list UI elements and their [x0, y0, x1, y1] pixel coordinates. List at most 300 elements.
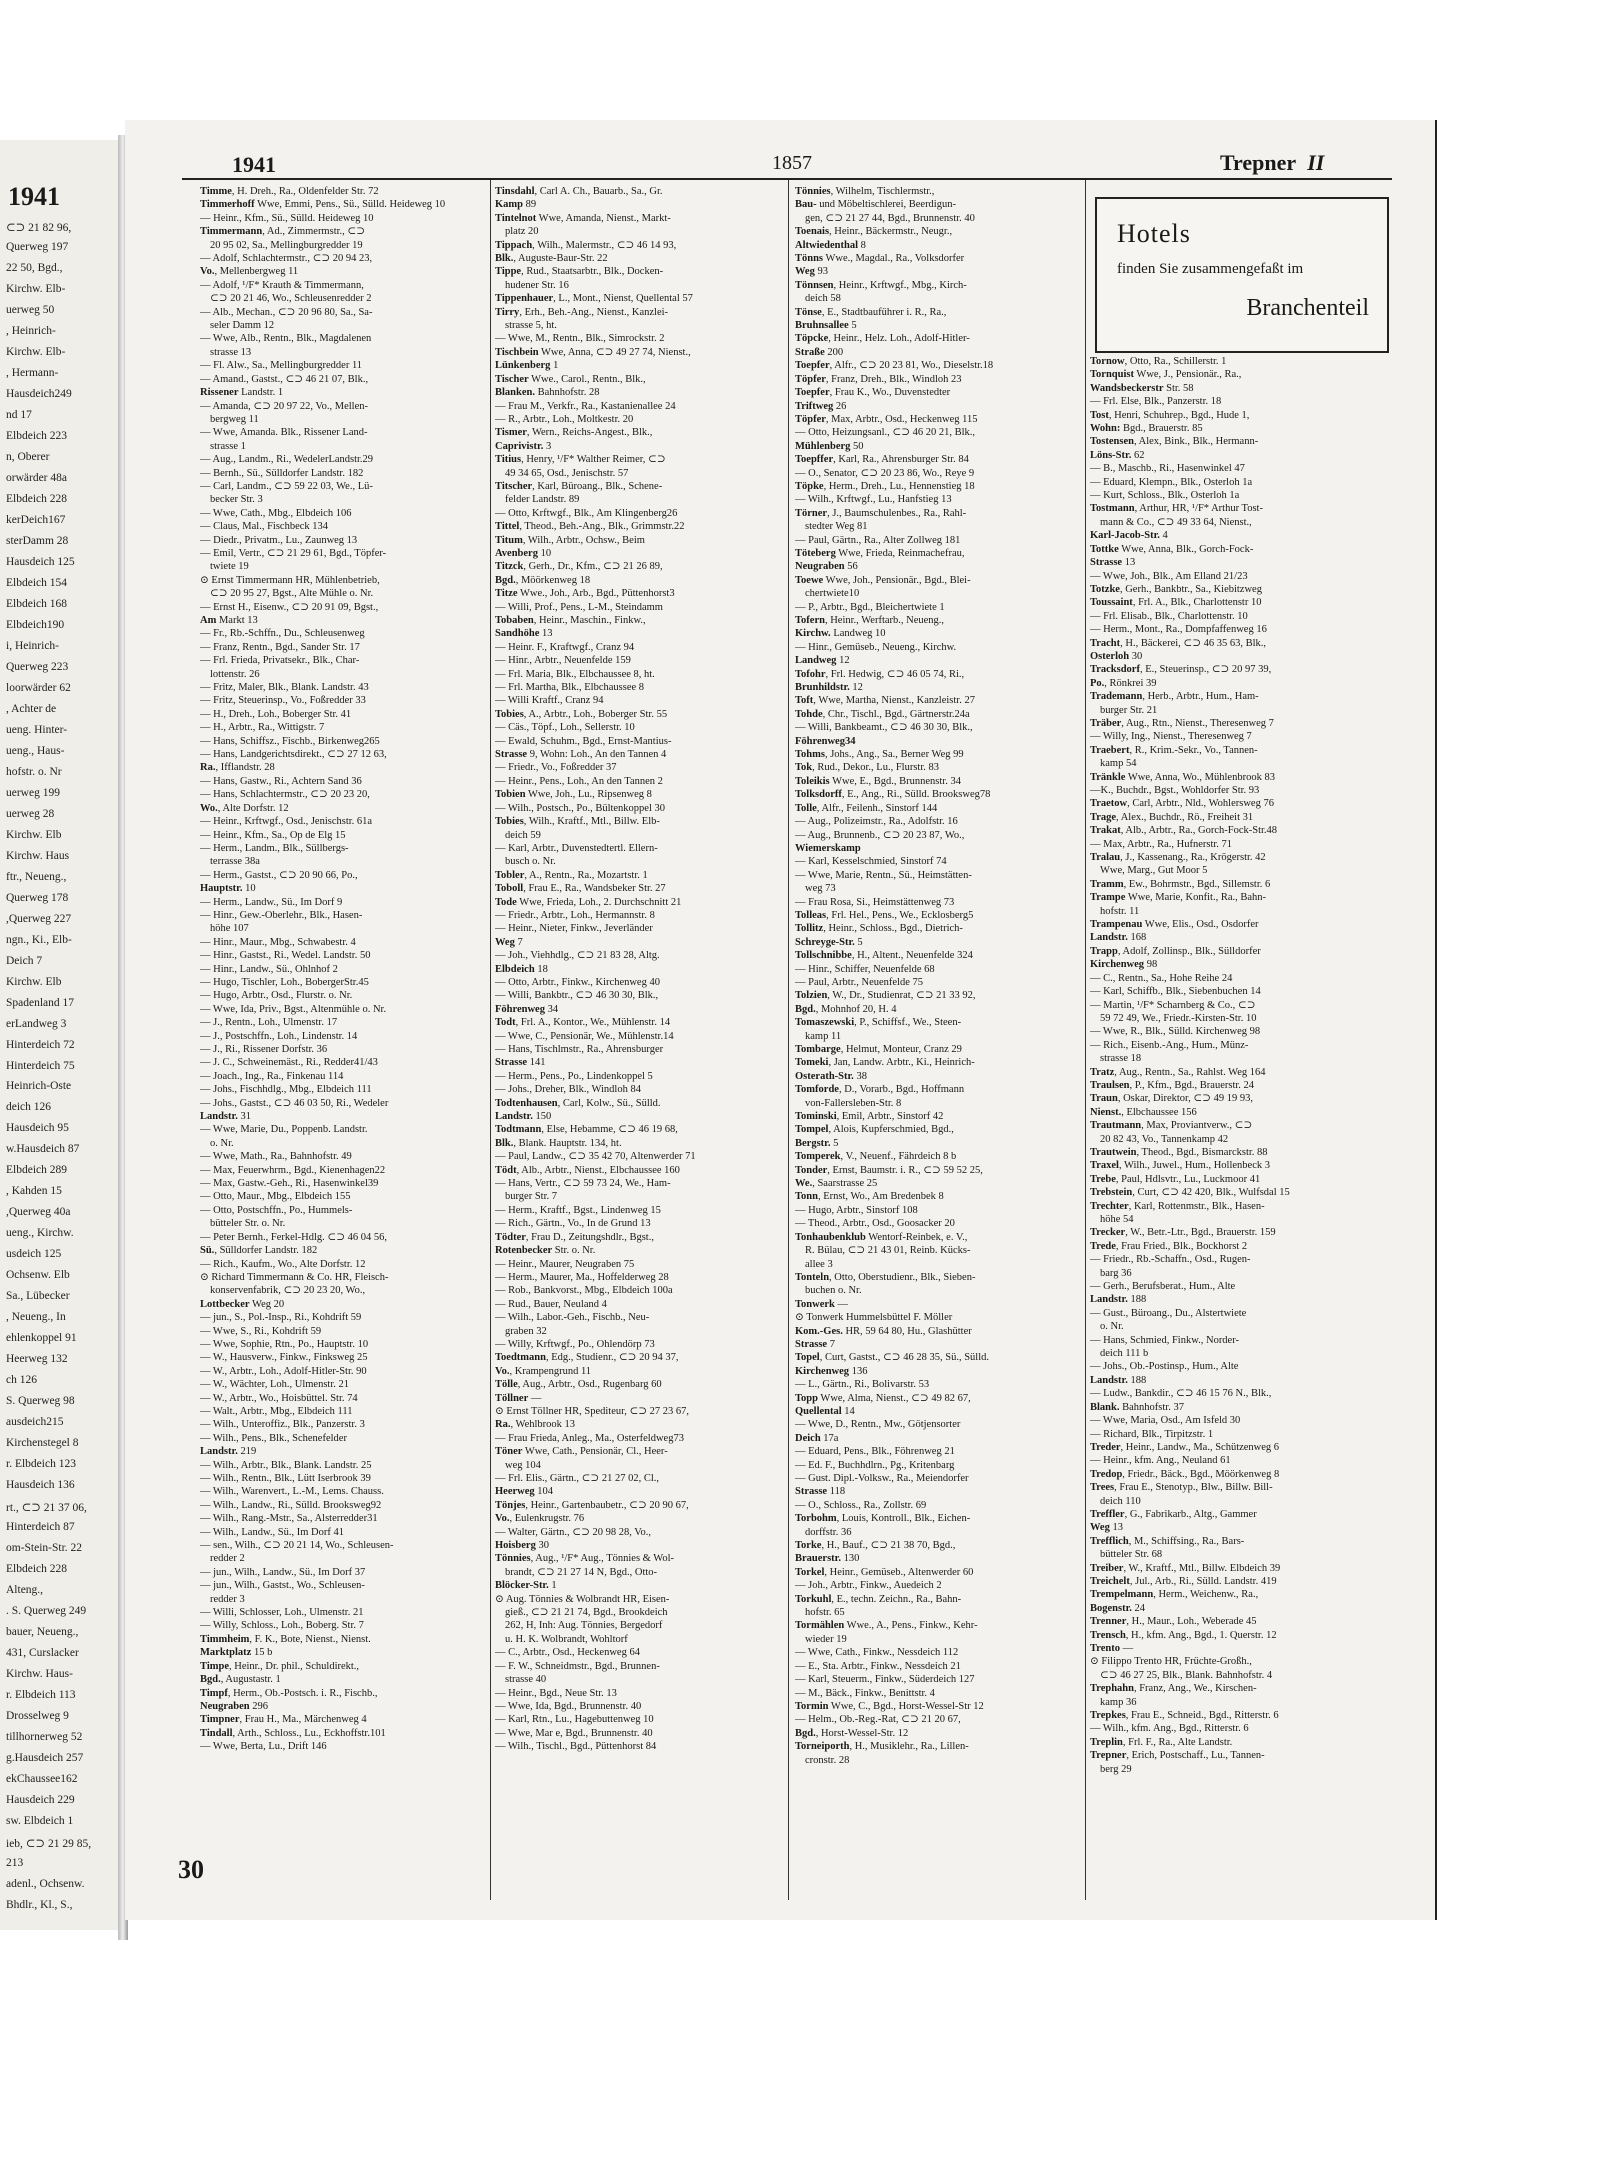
directory-entry: — Hans, Schiffsz., Fischb., Birkenweg265	[200, 735, 380, 747]
directory-entry: We., Saarstrasse 25	[795, 1178, 878, 1190]
directory-entry: Timpf, Herm., Ob.-Postsch. i. R., Fischb.,	[200, 1687, 378, 1699]
column-4-list	[1090, 355, 1390, 1776]
facing-page-line: Kirchw. Elb	[6, 828, 62, 841]
facing-page-line: w.Hausdeich 87	[6, 1143, 80, 1156]
directory-entry: — Wwe, Ida, Priv., Bgst., Altenmühle o. Nr.	[200, 1003, 387, 1015]
directory-entry: Brauerstr. 130	[795, 1553, 860, 1565]
facing-page-line: ⊂⊃ 21 82 96,	[6, 222, 72, 234]
directory-entry: — Johs., Ob.-Postinsp., Hum., Alte	[1090, 1361, 1239, 1373]
directory-entry: — Wwe, Alb., Rentn., Blk., Magdalenen	[200, 333, 372, 345]
facing-page-line: Heinrich-Oste	[6, 1080, 72, 1093]
directory-entry: — Wilh., Pens., Blk., Schenefelder	[200, 1432, 347, 1444]
directory-entry: — Willi, Schlosser, Loh., Ulmenstr. 21	[200, 1607, 364, 1619]
directory-entry: — sen., Wilh., ⊂⊃ 20 21 14, Wo., Schleusen-	[200, 1540, 394, 1552]
directory-entry: Töpfer, Max, Arbtr., Osd., Heckenweg 115	[795, 413, 978, 425]
directory-entry: Tippach, Wilh., Malermstr., ⊂⊃ 46 14 93,	[495, 239, 677, 251]
directory-entry: Am Markt 13	[200, 615, 258, 626]
directory-entry: Treffler, G., Fabrikarb., Altg., Gammer	[1090, 1508, 1257, 1520]
directory-entry: höhe 54	[1100, 1214, 1134, 1225]
directory-entry: Traebert, R., Krim.-Sekr., Vo., Tannen-	[1090, 744, 1258, 756]
directory-entry: — Herm., Gastst., ⊂⊃ 20 90 66, Po.,	[200, 869, 358, 881]
directory-entry: — O., Senator, ⊂⊃ 20 23 86, Wo., Reye 9	[795, 467, 975, 479]
facing-page-line: orwärder 48a	[6, 471, 67, 484]
directory-entry: — Wilh., Krftwgf., Lu., Hanfstieg 13	[795, 494, 952, 506]
directory-entry: Tohde, Chr., Tischl., Bgd., Gärtnerstr.24a	[795, 708, 970, 720]
directory-entry: — Adolf, Schlachtermstr., ⊂⊃ 20 94 23,	[200, 253, 373, 265]
facing-page-line: Bhdlr., Kl., S.,	[6, 1899, 73, 1911]
directory-entry: — Friedr., Rb.-Schaffn., Osd., Rugen-	[1090, 1254, 1251, 1266]
column-divider	[1085, 180, 1086, 1900]
directory-entry: deich 111 b	[1100, 1348, 1149, 1360]
directory-entry: — H., Arbtr., Ra., Wittigstr. 7	[200, 722, 325, 734]
directory-entry: — Ed. F., Buchhdlrn., Pg., Kritenbarg	[795, 1459, 955, 1471]
directory-entry: ⊙ Ernst Töllner HR, Spediteur, ⊂⊃ 27 23 67,	[495, 1405, 690, 1417]
facing-page-line: 213	[6, 1857, 24, 1870]
directory-entry: Toenais, Heinr., Bäckermstr., Neugr.,	[795, 226, 953, 238]
directory-entry: — Karl, Kesselschmied, Sinstorf 74	[795, 856, 947, 868]
directory-entry: — Johs., Fischhdlg., Mbg., Elbdeich 111	[200, 1084, 372, 1096]
directory-entry: Bruhnsallee 5	[795, 320, 857, 332]
directory-entry: — Paul, Gärtn., Ra., Alter Zollweg 181	[795, 534, 961, 546]
facing-page-line: Hinterdeich 75	[6, 1059, 75, 1072]
facing-page-line: ueng. Hinter-	[6, 723, 68, 736]
directory-entry: — Martin, ¹/F* Scharnberg & Co., ⊂⊃	[1090, 999, 1256, 1011]
directory-entry: bütteler Str. o. Nr.	[210, 1218, 286, 1230]
directory-entry: Bergstr. 5	[795, 1137, 839, 1149]
facing-page-line: Alteng.,	[6, 1584, 44, 1597]
directory-entry: Torneiporth, H., Musiklehr., Ra., Lillen-	[795, 1741, 969, 1753]
directory-entry: — Theod., Arbtr., Osd., Goosacker 20	[795, 1218, 955, 1230]
directory-entry: Timpner, Frau H., Ma., Märchenweg 4	[200, 1714, 367, 1726]
directory-entry: — Herm., Maurer, Ma., Hoffelderweg 28	[495, 1271, 669, 1283]
directory-entry: Tönnies, Wilhelm, Tischlermstr.,	[795, 186, 935, 197]
directory-entry: ⊂⊃ 46 27 25, Blk., Blank. Bahnhofstr. 4	[1100, 1669, 1273, 1681]
directory-entry: Tolzien, W., Dr., Studienrat, ⊂⊃ 21 33 92,	[795, 990, 976, 1002]
header-rule	[182, 178, 1392, 180]
directory-entry: Strasse 9, Wohn: Loh., An den Tannen 4	[495, 749, 667, 761]
directory-entry: — Heinr., Pens., Loh., An den Tannen 2	[495, 775, 663, 787]
directory-entry: Vo., Eulenkrugstr. 76	[495, 1513, 585, 1525]
facing-page-line: Kirchw. Elb	[6, 975, 62, 988]
directory-entry: Töpcke, Heinr., Helz. Loh., Adolf-Hitler-	[795, 333, 970, 345]
facing-page-line: Elbdeich 228	[6, 492, 67, 505]
directory-entry: — Aug., Landm., Ri., WedelerLandstr.29	[200, 454, 374, 466]
directory-entry: — Hinr., Gew.-Oberlehr., Blk., Hasen-	[200, 909, 363, 921]
facing-page-line: uerweg 50	[6, 303, 55, 316]
directory-entry: — Wwe, M., Rentn., Blk., Simrockstr. 2	[495, 333, 665, 345]
directory-entry: Titzck, Gerh., Dr., Kfm., ⊂⊃ 21 26 89,	[495, 561, 663, 573]
directory-entry: Caprivistr. 3	[495, 440, 552, 452]
column-2	[495, 185, 780, 1885]
directory-entry: — W., Wächter, Loh., Ulmenstr. 21	[200, 1379, 349, 1391]
facing-page-line: Elbdeich 154	[6, 576, 67, 589]
directory-entry: Tonn, Ernst, Wo., Am Bredenbek 8	[795, 1191, 944, 1203]
directory-entry: Hauptstr. 10	[200, 883, 256, 895]
directory-entry: Blk., Blank. Hauptstr. 134, ht.	[495, 1137, 622, 1149]
facing-page-line: Querweg 223	[6, 660, 69, 673]
directory-entry: Todtenhausen, Carl, Kolw., Sü., Sülld.	[495, 1097, 661, 1109]
directory-entry: Trautwein, Theod., Bgd., Bismarckstr. 88	[1090, 1146, 1268, 1158]
directory-entry: chertwiete10	[805, 588, 860, 600]
directory-entry: Weg 13	[1090, 1522, 1123, 1534]
directory-entry: — Kurt, Schloss., Blk., Osterloh 1a	[1090, 490, 1240, 502]
directory-entry: — Wwe, C., Pensionär, We., Mühlenstr.14	[495, 1030, 674, 1042]
column-4	[1090, 185, 1390, 1885]
directory-entry: — Bernh., Sü., Sülldorfer Landstr. 182	[200, 467, 364, 479]
directory-entry: Weg 7	[495, 936, 523, 948]
directory-entry: — Wwe, Amanda. Blk., Rissener Land-	[200, 427, 368, 439]
directory-entry: o. Nr.	[210, 1137, 234, 1149]
directory-entry: Tödter, Frau D., Zeitungshdlr., Bgst.,	[495, 1231, 654, 1243]
directory-entry: — Heinr., Maurer, Neugraben 75	[495, 1258, 635, 1270]
facing-page-line: Sa., Lübecker	[6, 1290, 70, 1303]
directory-entry: — C., Rentn., Sa., Hohe Reihe 24	[1090, 972, 1233, 984]
directory-entry: — Adolf, ¹/F* Krauth & Timmermann,	[200, 279, 364, 291]
directory-entry: Trempelmann, Herm., Weichenw., Ra.,	[1090, 1589, 1259, 1601]
directory-entry: Treder, Heinr., Landw., Ma., Schützenweg 6	[1090, 1441, 1280, 1453]
directory-entry: Töteberg Wwe, Frieda, Reinmachefrau,	[795, 547, 965, 559]
directory-entry: Tonder, Ernst, Baumstr. i. R., ⊂⊃ 59 52 25,	[795, 1164, 983, 1176]
directory-entry: — Ernst H., Eisenw., ⊂⊃ 20 91 09, Bgst.,	[200, 601, 379, 613]
directory-entry: platz 20	[505, 226, 539, 238]
directory-entry: Landstr. 150	[495, 1111, 552, 1123]
directory-entry: — Hans, Gastw., Ri., Achtern Sand 36	[200, 775, 362, 787]
directory-entry: weg 104	[505, 1459, 541, 1471]
facing-page-line: r. Elbdeich 123	[6, 1458, 76, 1471]
directory-entry: Toepfer, Frau K., Wo., Duvenstedter	[795, 387, 951, 399]
directory-entry: — Willi Kraftf., Cranz 94	[495, 695, 604, 707]
directory-entry: kamp 54	[1100, 758, 1137, 770]
advert-title: Hotels	[1117, 219, 1191, 248]
directory-entry: — Wwe, R., Blk., Sülld. Kirchenweg 98	[1090, 1026, 1261, 1038]
directory-entry: 20 82 43, Vo., Tannenkamp 42	[1100, 1133, 1229, 1145]
directory-entry: Titze Wwe., Joh., Arb., Bgd., Püttenhorst3	[495, 588, 675, 600]
directory-entry: Trento —	[1090, 1643, 1134, 1654]
directory-entry: felder Landstr. 89	[505, 494, 580, 506]
directory-entry: Tönns Wwe., Magdal., Ra., Volksdorfer	[795, 253, 965, 265]
directory-entry: Tominski, Emil, Arbtr., Sinstorf 42	[795, 1111, 944, 1123]
directory-entry: — L., Gärtn., Ri., Bolivarstr. 53	[795, 1379, 930, 1391]
directory-entry: Kirchw. Landweg 10	[795, 628, 886, 640]
directory-entry: deich 58	[805, 293, 841, 305]
directory-entry: Toepffer, Karl, Ra., Ahrensburger Str. 84	[795, 454, 969, 466]
facing-page-line: i, Heinrich-	[6, 639, 60, 652]
directory-entry: — Wilh., Tischl., Bgd., Püttenhorst 84	[495, 1741, 657, 1753]
directory-entry: Bgd., Mohnhof 20, H. 4	[795, 1003, 897, 1015]
directory-entry: — Frl. Maria, Blk., Elbchaussee 8, ht.	[495, 668, 655, 680]
directory-entry: Tramm, Ew., Bohrmstr., Bgd., Sillemstr. 6	[1090, 878, 1271, 890]
directory-entry: Bgd., Horst-Wessel-Str. 12	[795, 1727, 909, 1739]
directory-entry: — Amanda, ⊂⊃ 20 97 22, Vo., Mellen-	[200, 400, 368, 412]
facing-page-line: Deich 7	[6, 954, 43, 967]
directory-entry: Titscher, Karl, Büroang., Blk., Schene-	[495, 480, 663, 492]
directory-entry: Traxel, Wilh., Juwel., Hum., Hollenbeck 3	[1090, 1160, 1270, 1172]
directory-entry: — Wilh., Postsch., Po., Bültenkoppel 30	[495, 802, 666, 814]
directory-entry: — jun., S., Pol.-Insp., Ri., Kohdrift 59	[200, 1312, 362, 1324]
directory-entry: Altwiedenthal 8	[795, 239, 866, 251]
directory-entry: — Gust., Büroang., Du., Alstertwiete	[1090, 1307, 1247, 1319]
directory-entry: — Fr., Rb.-Schffn., Du., Schleusenweg	[200, 628, 365, 640]
directory-entry: Tirry, Erh., Beh.-Ang., Nienst., Kanzlei-	[495, 306, 669, 318]
directory-entry: — Heinr., Kfm., Sa., Op de Elg 15	[200, 829, 346, 841]
directory-entry: — Heinr., Krftwgf., Osd., Jenischstr. 61a	[200, 816, 373, 828]
directory-entry: Törner, J., Baumschulenbes., Ra., Rahl-	[795, 507, 967, 519]
directory-entry: ⊂⊃ 20 95 27, Bgst., Alte Mühle o. Nr.	[210, 588, 374, 600]
facing-page-line: ekChaussee162	[6, 1773, 78, 1786]
directory-entry: — Wwe, D., Rentn., Mw., Götjensorter	[795, 1419, 961, 1431]
directory-entry: Föhrenweg 34	[495, 1003, 559, 1015]
directory-entry: — Otto, Postschffn., Po., Hummels-	[200, 1204, 353, 1216]
directory-entry: — W., Hausverw., Finkw., Finksweg 25	[200, 1352, 368, 1364]
directory-entry: Timmerhoff Wwe, Emmi, Pens., Sü., Sülld. Heideweg 10	[200, 199, 446, 211]
directory-entry: — Friedr., Arbtr., Loh., Hermannstr. 8	[495, 909, 655, 921]
directory-entry: ⊙ Ernst Timmermann HR, Mühlenbetrieb,	[200, 574, 380, 586]
facing-page-line: adenl., Ochsenw.	[6, 1878, 85, 1891]
directory-entry: — E., Sta. Arbtr., Finkw., Nessdeich 21	[795, 1660, 961, 1672]
facing-page-line: . S. Querweg 249	[6, 1605, 87, 1618]
directory-entry: Toedtmann, Edg., Studienr., ⊂⊃ 20 94 37,	[495, 1352, 679, 1364]
directory-entry: Tindall, Arth., Schloss., Lu., Eckhoffstr.101	[200, 1727, 386, 1739]
directory-entry: Lünkenberg 1	[495, 360, 559, 372]
directory-entry: Vo., Mellenbergweg 11	[200, 266, 299, 278]
directory-entry: Toepfer, Alfr., ⊂⊃ 20 23 81, Wo., Dieselstr.18	[795, 360, 994, 372]
facing-page-line: Hausdeich 125	[6, 555, 75, 568]
directory-entry: Tischbein Wwe, Anna, ⊂⊃ 49 27 74, Nienst.,	[495, 346, 691, 358]
directory-entry: Torkuhl, E., techn. Zeichn., Ra., Bahn-	[795, 1593, 962, 1605]
directory-entry: ⊙ Filippo Trento HR, Früchte-Großh.,	[1090, 1656, 1252, 1668]
directory-entry: — Willy, Krftwgf., Po., Ohlendörp 73	[495, 1338, 655, 1350]
facing-page-strip	[0, 140, 126, 1930]
directory-entry: Wandsbeckerstr Str. 58	[1090, 382, 1194, 394]
footer-page-number: 30	[178, 1855, 204, 1884]
directory-entry: Lottbecker Weg 20	[200, 1298, 285, 1310]
directory-entry: — Otto, Krftwgf., Blk., Am Klingenberg26	[495, 507, 678, 519]
directory-entry: bergweg 11	[210, 413, 259, 425]
directory-entry: Neugraben 296	[200, 1700, 268, 1712]
directory-entry: Toussaint, Frl. A., Blk., Charlottenstr 10	[1090, 597, 1262, 609]
directory-entry: — Frl. Frieda, Privatsekr., Blk., Char-	[200, 655, 360, 667]
directory-entry: Tönnies, Aug., ¹/F* Aug., Tönnies & Wol-	[495, 1553, 674, 1565]
directory-entry: Löns-Str. 62	[1090, 449, 1145, 461]
directory-entry: — Claus, Mal., Fischbeck 134	[200, 521, 329, 533]
directory-entry: — Heinr., Kfm., Sü., Sülld. Heideweg 10	[200, 212, 374, 224]
directory-entry: Bgd., Möörkenweg 18	[495, 574, 591, 586]
directory-entry: Titius, Henry, ¹/F* Walther Reimer, ⊂⊃	[495, 454, 666, 466]
facing-page-line: usdeich 125	[6, 1248, 62, 1261]
directory-entry: — R., Arbtr., Loh., Moltkestr. 20	[495, 413, 634, 425]
directory-entry: Treiber, W., Kraftf., Mtl., Billw. Elbdeich 39	[1090, 1562, 1281, 1574]
directory-entry: Kirchenweg 98	[1090, 959, 1158, 971]
directory-entry: — Hans, Tischlmstr., Ra., Ahrensburger	[495, 1044, 664, 1055]
facing-page-line: Drosselweg 9	[6, 1710, 69, 1723]
facing-page-line: S. Querweg 98	[6, 1395, 75, 1408]
directory-entry: Tobaben, Heinr., Maschin., Finkw.,	[495, 615, 646, 626]
directory-entry: — Hinr., Arbtr., Neuenfelde 159	[495, 655, 631, 667]
directory-entry: Blöcker-Str. 1	[495, 1580, 557, 1592]
directory-entry: — Karl, Rtn., Lu., Hagebuttenweg 10	[495, 1714, 654, 1726]
directory-entry: — Frau Frieda, Anleg., Ma., Osterfeldweg73	[495, 1432, 684, 1444]
directory-entry: Timmheim, F. K., Bote, Nienst., Nienst.	[200, 1633, 371, 1645]
directory-entry: — Willy, Schloss., Loh., Boberg. Str. 7	[200, 1620, 364, 1632]
directory-entry: Tobler, A., Rentn., Ra., Mozartstr. 1	[495, 869, 648, 881]
directory-entry: — Herm., Landw., Sü., Im Dorf 9	[200, 896, 343, 908]
directory-entry: Landstr. 188	[1090, 1294, 1147, 1306]
directory-entry: Deich 17a	[795, 1432, 839, 1444]
directory-entry: hofstr. 11	[1100, 905, 1140, 917]
facing-page-line: 22 50, Bgd.,	[6, 261, 63, 274]
directory-entry: Osterloh 30	[1090, 650, 1143, 662]
directory-entry: u. H. K. Wolbrandt, Wohltorf	[505, 1633, 628, 1645]
directory-entry: — W., Arbtr., Loh., Adolf-Hitler-Str. 90	[200, 1365, 367, 1377]
directory-entry: — Friedr., Vo., Foßredder 37	[495, 762, 617, 774]
directory-entry: — Fritz, Maler, Blk., Blank. Landstr. 43	[200, 682, 369, 694]
directory-entry: — Gerh., Berufsberat., Hum., Alte	[1090, 1281, 1236, 1293]
directory-entry: — Joh., Viehhdlg., ⊂⊃ 21 83 28, Altg.	[495, 950, 660, 962]
directory-entry: weg 73	[805, 883, 836, 895]
directory-entry: — Alb., Mechan., ⊂⊃ 20 96 80, Sa., Sa-	[200, 306, 373, 318]
directory-entry: o. Nr.	[1100, 1321, 1124, 1333]
directory-entry: — Heinr., Bgd., Neue Str. 13	[495, 1687, 617, 1699]
directory-entry: — jun., Wilh., Landw., Sü., Im Dorf 37	[200, 1566, 366, 1578]
directory-entry: Treichelt, Jul., Arb., Ri., Sülld. Landstr. 419	[1090, 1575, 1277, 1587]
directory-entry: Töllner —	[495, 1392, 542, 1404]
directory-entry: — Walter, Gärtn., ⊂⊃ 20 98 28, Vo.,	[495, 1526, 652, 1538]
directory-entry: Titum, Wilh., Arbtr., Ochsw., Beim	[495, 534, 645, 546]
directory-entry: Trephahn, Franz, Ang., We., Kirschen-	[1090, 1683, 1257, 1695]
facing-page-line: Elbdeich 168	[6, 597, 67, 610]
directory-entry: Tohms, Johs., Ang., Sa., Berner Weg 99	[795, 749, 964, 761]
directory-entry: — Willi, Bankbeamt., ⊂⊃ 46 30 30, Blk.,	[795, 722, 973, 734]
directory-entry: — Frau Rosa, Si., Heimstättenweg 73	[795, 896, 955, 908]
directory-entry: — W., Arbtr., Wo., Hoisbüttel. Str. 74	[200, 1392, 358, 1404]
directory-entry: R. Bülau, ⊂⊃ 21 43 01, Reinb. Kücks-	[805, 1245, 971, 1257]
directory-entry: — Max, Feuerwhrm., Bgd., Kienenhagen22	[200, 1164, 386, 1176]
directory-entry: — Hinr., Gastst., Ri., Wedel. Landstr. 50	[200, 950, 371, 962]
directory-entry: — Gust. Dipl.-Volksw., Ra., Meiendorfer	[795, 1473, 969, 1484]
directory-entry: Vo., Krampengrund 11	[495, 1365, 592, 1377]
directory-entry: Straße 200	[795, 346, 844, 358]
directory-entry: Rissener Landstr. 1	[200, 387, 284, 399]
directory-entry: brandt, ⊂⊃ 21 27 14 N, Bgd., Otto-	[505, 1566, 658, 1578]
facing-page-line: Hausdeich 95	[6, 1122, 69, 1135]
directory-entry: Tornquist Wwe, J., Pensionär., Ra.,	[1090, 369, 1242, 381]
directory-entry: — Eduard, Klempn., Blk., Osterloh 1a	[1090, 476, 1253, 488]
directory-entry: — H., Dreh., Loh., Boberger Str. 41	[200, 708, 352, 720]
column-1	[200, 185, 485, 1885]
directory-entry: twiete 19	[210, 561, 249, 573]
directory-entry: — Wilh., Landw., Ri., Sülld. Brooksweg92	[200, 1499, 382, 1511]
directory-entry: Tormählen Wwe., A., Pens., Finkw., Kehr-	[795, 1620, 978, 1632]
directory-entry: — Hans, Vertr., ⊂⊃ 59 73 24, We., Ham-	[495, 1178, 671, 1190]
directory-entry: Tobies, Wilh., Kraftf., Mtl., Billw. Elb-	[495, 816, 660, 828]
directory-entry: höhe 107	[210, 923, 249, 935]
directory-entry: Trakat, Alb., Arbtr., Ra., Gorch-Fock-Str.48	[1090, 825, 1278, 837]
directory-entry: Tittel, Theod., Beh.-Ang., Blk., Grimmstr.22	[495, 521, 685, 533]
directory-entry: — Wwe, Cath., Finkw., Nessdeich 112	[795, 1647, 959, 1659]
facing-page-line: , Neueng., In	[6, 1311, 66, 1324]
facing-page-line: uerweg 199	[6, 786, 60, 799]
directory-entry: Tismer, Wern., Reichs-Angest., Blk.,	[495, 427, 653, 439]
directory-entry: Trepkes, Frau E., Schneid., Bgd., Ritterstr. 6	[1090, 1710, 1279, 1722]
directory-entry: Tönjes, Heinr., Gartenbaubetr., ⊂⊃ 20 90 67,	[495, 1499, 689, 1511]
directory-entry: Triftweg 26	[795, 400, 847, 412]
directory-entry: Topel, Curt, Gastst., ⊂⊃ 46 28 35, Sü., Sülld.	[795, 1352, 989, 1364]
directory-entry: Tofohr, Frl. Hedwig, ⊂⊃ 46 05 74, Ri.,	[795, 668, 965, 680]
facing-page-line: ngn., Ki., Elb-	[6, 933, 72, 946]
directory-entry: Nienst., Elbchaussee 156	[1090, 1106, 1197, 1118]
directory-entry: — Hans, Landgerichtsdirekt., ⊂⊃ 27 12 63,	[200, 749, 387, 761]
facing-page-line: Elbdeich 228	[6, 1563, 67, 1576]
directory-entry: Tornow, Otto, Ra., Schillerstr. 1	[1090, 356, 1227, 367]
directory-entry: Landstr. 31	[200, 1111, 251, 1123]
facing-page-line: ftr., Neueng.,	[6, 870, 67, 883]
directory-entry: — Helm., Ob.-Reg.-Rat, ⊂⊃ 21 20 67,	[795, 1714, 961, 1726]
facing-page-line: Ochsenw. Elb	[6, 1269, 70, 1282]
facing-page-line: Hinterdeich 87	[6, 1521, 75, 1534]
facing-page-line: rt., ⊂⊃ 21 37 06,	[6, 1502, 87, 1515]
directory-entry: — Peter Bernh., Ferkel-Hdlg. ⊂⊃ 46 04 56,	[200, 1231, 388, 1243]
directory-entry: — Hinr., Schiffer, Neuenfelde 68	[795, 963, 935, 975]
directory-entry: — Karl, Schiffb., Blk., Siebenbuchen 14	[1090, 986, 1261, 998]
directory-entry: dorffstr. 36	[805, 1526, 852, 1538]
directory-entry: Tomeki, Jan, Landw. Arbtr., Ki., Heinrich-	[795, 1057, 975, 1069]
directory-entry: Schreyge-Str. 5	[795, 936, 863, 948]
directory-entry: wieder 19	[805, 1633, 847, 1645]
directory-entry: Timme, H. Dreh., Ra., Oldenfelder Str. 72	[200, 186, 379, 197]
directory-entry: Tintelnot Wwe, Amanda, Nienst., Markt-	[495, 212, 671, 224]
directory-entry: seler Damm 12	[210, 320, 275, 332]
directory-entry: — Frl. Else, Blk., Panzerstr. 18	[1090, 396, 1222, 408]
directory-entry: — Wilh., Rang.-Mstr., Sa., Alsterredder31	[200, 1513, 378, 1525]
directory-entry: Bgd., Augustastr. 1	[200, 1674, 281, 1686]
directory-entry: Tönnsen, Heinr., Krftwgf., Mbg., Kirch-	[795, 279, 967, 291]
directory-entry: — Hugo, Tischler, Loh., BobergerStr.45	[200, 976, 369, 988]
directory-entry: Mühlenberg 50	[795, 440, 864, 452]
facing-page-line: ieb, ⊂⊃ 21 29 85,	[6, 1838, 92, 1851]
facing-page-line: r. Elbdeich 113	[6, 1689, 76, 1702]
directory-entry: Traetow, Carl, Arbtr., Nld., Wohlersweg 76	[1090, 798, 1274, 810]
volume-mark: II	[1307, 150, 1325, 175]
directory-entry: ⊙ Richard Timmermann & Co. HR, Fleisch-	[200, 1271, 389, 1283]
directory-entry: — Rich., Eisenb.-Ang., Hum., Münz-	[1090, 1039, 1249, 1051]
directory-entry: Tracksdorf, E., Steuerinsp., ⊂⊃ 20 97 39,	[1090, 664, 1272, 676]
directory-entry: — F. W., Schneidmstr., Bgd., Brunnen-	[495, 1660, 660, 1672]
directory-entry: deich 110	[1100, 1495, 1141, 1507]
directory-entry: Tollitz, Heinr., Schloss., Bgd., Dietrich-	[795, 923, 963, 935]
directory-entry: — Johs., Gastst., ⊂⊃ 46 03 50, Ri., Wedeler	[200, 1097, 389, 1109]
directory-entry: — Wwe, Marie, Du., Poppenb. Landstr.	[200, 1124, 368, 1136]
directory-entry: Trampenau Wwe, Elis., Osd., Osdorfer	[1090, 919, 1259, 931]
directory-entry: strasse 1	[210, 440, 246, 452]
directory-entry: hudener Str. 16	[505, 279, 569, 291]
directory-entry: Trage, Alex., Buchdr., Rö., Freiheit 31	[1090, 811, 1254, 823]
directory-entry: Trechter, Karl, Rottenmstr., Blk., Hasen-	[1090, 1200, 1265, 1212]
directory-entry: ⊙ Aug. Tönnies & Wolbrandt HR, Eisen-	[495, 1593, 670, 1605]
directory-entry: Tomforde, D., Vorarb., Bgd., Hoffmann	[795, 1084, 965, 1096]
directory-entry: — Fl. Alw., Sa., Mellingburgredder 11	[200, 360, 363, 372]
directory-entry: — Emil, Vertr., ⊂⊃ 21 29 61, Bgd., Töpfer-	[200, 547, 387, 559]
directory-entry: Torke, H., Bauf., ⊂⊃ 21 38 70, Bgd.,	[795, 1540, 956, 1552]
directory-entry: Marktplatz 15 b	[200, 1647, 273, 1659]
directory-entry: redder 2	[210, 1553, 245, 1565]
directory-entry: — Aug., Brunnenb., ⊂⊃ 20 23 87, Wo.,	[795, 829, 965, 841]
facing-page-line: ch 126	[6, 1374, 37, 1387]
directory-entry: — Rich., Gärtn., Vo., In de Grund 13	[495, 1218, 651, 1230]
directory-entry: von-Fallersleben-Str. 8	[805, 1097, 902, 1109]
directory-entry: Toleikis Wwe, E., Bgd., Brunnenstr. 34	[795, 775, 961, 787]
directory-entry: — J. C., Schweinemäst., Ri., Redder41/43	[200, 1057, 378, 1069]
directory-entry: konservenfabrik, ⊂⊃ 20 23 20, Wo.,	[210, 1285, 366, 1297]
